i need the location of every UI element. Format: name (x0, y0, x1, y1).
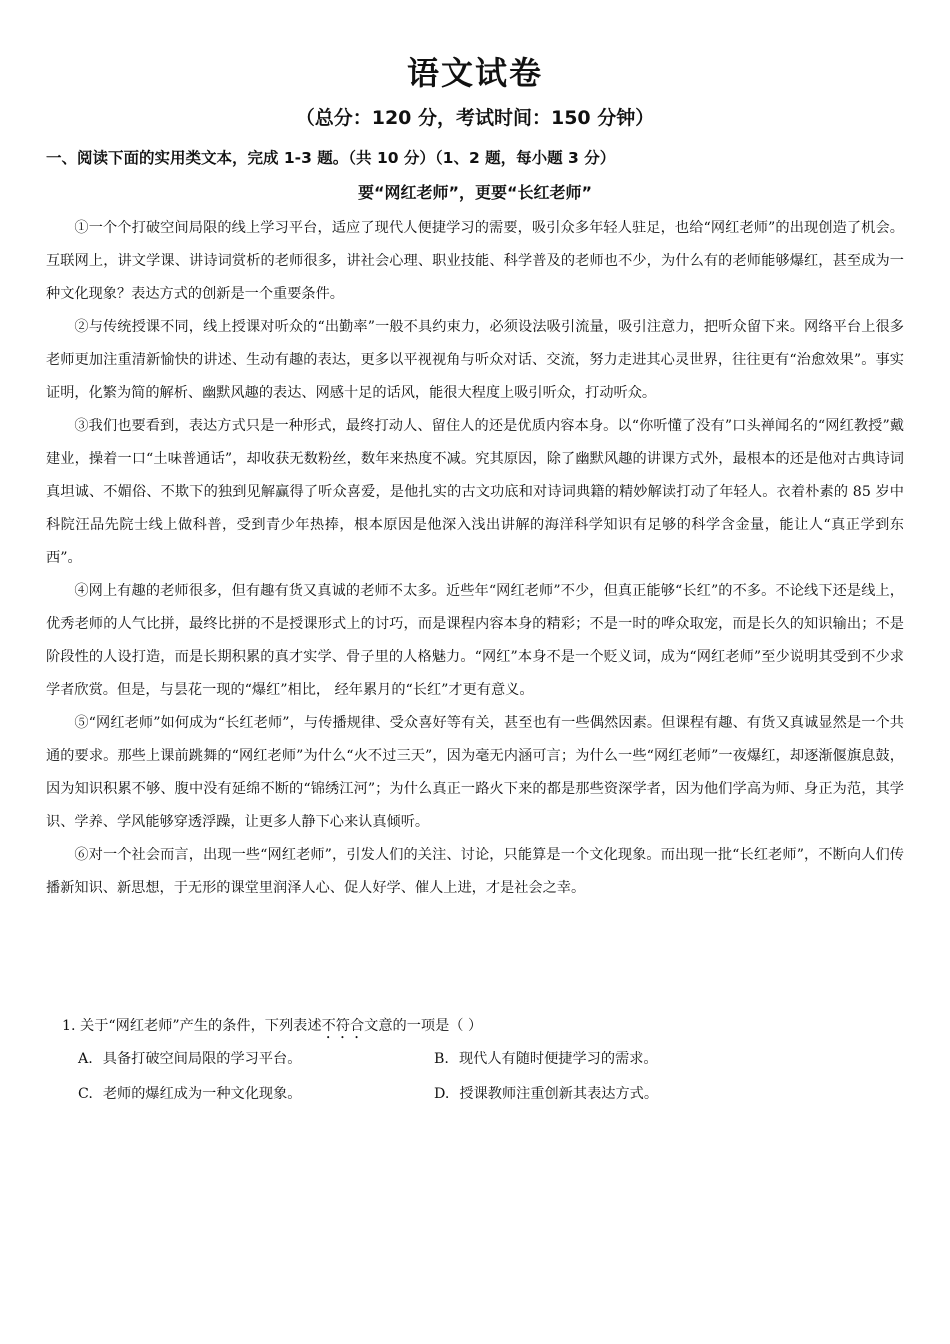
question-stem-end: 文意的一项是（ ） (364, 1018, 483, 1034)
option-text: 授课教师注重创新其表达方式。 (459, 1086, 659, 1102)
question-stem (62, 1010, 902, 1042)
option-c[interactable] (78, 1077, 434, 1112)
answer-options (78, 1042, 902, 1112)
question-1 (62, 1010, 902, 1112)
option-d[interactable] (434, 1077, 874, 1112)
exam-subtitle: （总分：120 分，考试时间：150 分钟） (295, 107, 655, 129)
paragraph-2: ②与传统授课不同，线上授课对听众的“出勤率”一般不具约束力，必须设法吸引流量，吸引注意力，把听众留下来。网络平台上很多老师更加注重清新愉快的讲述、生动有趣的表达，更多以平视视角与听众对话、交流，努力走进其心灵世界，往往更有“治愈效果”。事实证明，化繁为简的解析、幽默风趣的表达、网感十足的话风，能很大程度上吸引听众，打动听众。 (46, 319, 904, 401)
option-key: A. (78, 1051, 93, 1067)
paragraph-6: ⑥对一个社会而言，出现一些“网红老师”，引发人们的关注、讨论，只能算是一个文化现象。而出现一批“长红老师”，不断向人们传播新知识、新思想，于无形的课堂里润泽人心、促人好学、催人上进，才是社会之幸。 (46, 847, 904, 896)
option-a[interactable] (78, 1042, 434, 1077)
option-key: D. (434, 1086, 450, 1102)
paragraph-1: ①一个个打破空间局限的线上学习平台，适应了现代人便捷学习的需要，吸引众多年轻人驻足，也给“网红老师”的出现创造了机会。互联网上，讲文学课、讲诗词赏析的老师很多，讲社会心理、职业技能、科学普及的老师也不少，为什么有的老师能够爆红，甚至成为一种文化现象？表达方式的创新是一个重要条件。 (46, 220, 904, 302)
exam-title: 语文试卷 (406, 54, 543, 92)
option-text: 具备打破空间局限的学习平台。 (102, 1051, 302, 1067)
option-key: C. (78, 1086, 93, 1102)
paragraph-3: ③我们也要看到，表达方式只是一种形式，最终打动人、留住人的还是优质内容本身。以“你听懂了没有”口头禅闻名的“网红教授”戴建业，操着一口“土味普通话”，却收获无数粉丝，数年来热度不减。究其原因，除了幽默风趣的讲课方式外，最根本的还是他对古典诗词真坦诚、不媚俗、不欺下的独到见解赢得了听众喜爱，是他扎实的古文功底和对诗词典籍的精妙解读打动了年轻人。衣着朴素的 85 岁中科院汪品先院士线上做科普，受到青少年热捧，根本原因是他深入浅出讲解的海洋科学知识有足够的科学含金量，能让人“真正学到东西”。 (46, 418, 904, 566)
emphasis-text: 不符合 (321, 1018, 365, 1034)
article-body (46, 212, 904, 905)
option-key: B. (434, 1051, 449, 1067)
question-stem-text: 1. 关于“网红老师”产生的条件，下列表述 (62, 1018, 322, 1034)
article-title: 要“网红老师”，更要“长红老师” (357, 183, 593, 202)
paragraph-5: ⑤“网红老师”如何成为“长红老师”，与传播规律、受众喜好等有关，甚至也有一些偶然因素。但课程有趣、有货又真诚显然是一个共通的要求。那些上课前跳舞的“网红老师”为什么“火不过三天”，因为毫无内涵可言；为什么一些“网红老师”一夜爆红，却逐渐偃旗息鼓，因为知识积累不够、腹中没有延绵不断的“锦绣江河”；为什么真正一路火下来的都是那些资深学者，因为他们学高为师、身正为范，其学识、学养、学风能够穿透浮躁，让更多人静下心来认真倾听。 (46, 715, 904, 830)
option-b[interactable] (434, 1042, 874, 1077)
option-text: 现代人有随时便捷学习的需求。 (458, 1051, 658, 1067)
section-heading: 一、阅读下面的实用类文本，完成 1-3 题。（共 10 分）（1、2 题，每小题 3 分） (46, 149, 616, 167)
option-text: 老师的爆红成为一种文化现象。 (102, 1086, 302, 1102)
paragraph-4: ④网上有趣的老师很多，但有趣有货又真诚的老师不太多。近些年“网红老师”不少，但真正能够“长红”的不多。不论线下还是线上，优秀老师的人气比拼，最终比拼的不是授课形式上的讨巧，而是课程内容本身的精彩；不是一时的哗众取宠，而是长久的知识输出；不是阶段性的人设打造，而是长期积累的真才实学、骨子里的人格魅力。“网红”本身不是一个贬义词，成为“网红老师”至少说明其受到不少求学者欣赏。但是，与昙花一现的“爆红”相比， 经年累月的“长红”才更有意义。 (46, 583, 904, 698)
